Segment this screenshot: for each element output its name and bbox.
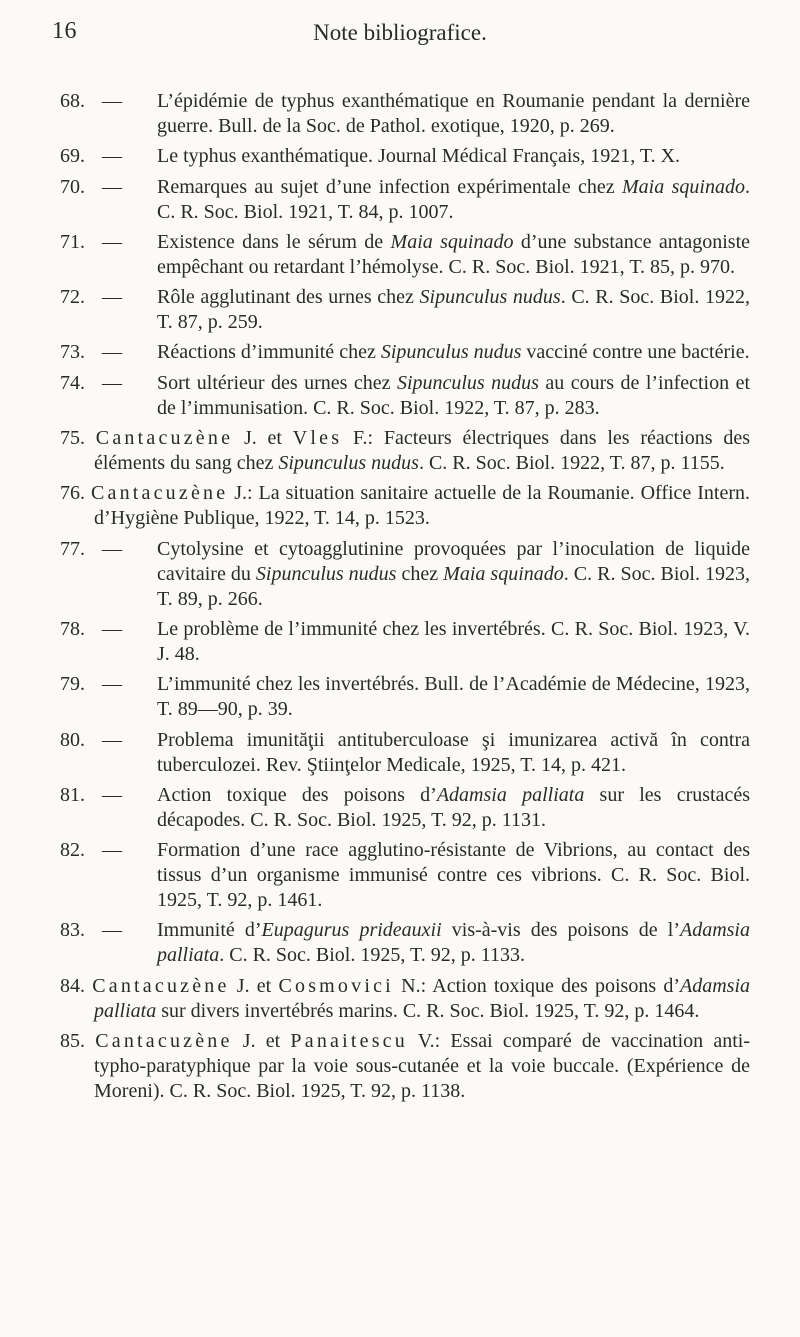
entry-number: 83.	[60, 919, 85, 942]
entry-text-part: J. et	[232, 1030, 291, 1053]
entry-text	[60, 426, 750, 476]
author-name: Cantacuzène	[92, 974, 230, 997]
entry-number: 77.	[60, 537, 85, 560]
entry-number: 74.	[60, 371, 85, 394]
bibliography-list	[60, 89, 750, 1109]
entry-text-part: sur les crustacés décapodes. C. R. Soc. Biol. 1925, T. 92, p. 1131.	[157, 783, 750, 831]
entry-number: 78.	[60, 617, 85, 640]
entry-text-part: vis-à-vis des poisons de l’	[441, 919, 680, 942]
list-item	[60, 838, 750, 913]
author-name: Cantacuzène	[95, 1030, 233, 1053]
entry-text: L’immunité chez les invertébrés. Bull. de l’Académie de Médecine, 1923, T. 89—90, p. 39.	[157, 673, 750, 721]
species-name: Maia squinado	[443, 562, 564, 585]
entry-number: 68.	[60, 90, 85, 112]
entry-text-part: Immunité d’	[157, 919, 262, 942]
list-item	[60, 371, 750, 421]
entry-text-part: F.: Facteurs électriques dans les réactions des éléments du sang chez	[94, 427, 750, 475]
list-item	[60, 783, 750, 833]
entry-number: 81.	[60, 783, 85, 806]
entry-text-part: vacciné contre une bactérie.	[521, 341, 750, 364]
ditto-dash: —	[102, 145, 122, 168]
ditto-dash: —	[102, 783, 122, 806]
entry-number: 82.	[60, 839, 85, 862]
running-title: Note bibliografice.	[313, 20, 487, 45]
species-name: Adamsia palliata	[436, 783, 585, 806]
page-header	[0, 18, 800, 52]
ditto-dash: —	[102, 230, 122, 253]
ditto-dash: —	[102, 90, 122, 112]
species-name: Sipunculus nudus	[396, 371, 539, 394]
entry-number: 80.	[60, 728, 85, 751]
entry-text	[157, 230, 750, 280]
entry-text-part: d’une substance antagoniste empêchant ou retardant l’hémolyse. C. R. Soc. Biol. 1921, T. 85, p. 970.	[157, 230, 751, 278]
entry-text: L’épidémie de typhus exanthématique en Roumanie pendant la dernière guerre. Bull. de la Soc. de Pathol. exotique, 1920, p. 269.	[157, 90, 750, 137]
entry-number: 75.	[60, 427, 85, 450]
entry-text-part: J. et	[233, 427, 293, 450]
list-item	[60, 918, 750, 968]
author-name: Cantacuzène	[95, 427, 234, 450]
species-name: Eupagurus prideauxii	[261, 919, 442, 942]
ditto-dash: —	[102, 919, 122, 942]
ditto-dash: —	[102, 617, 122, 640]
author-name: Cosmovici	[278, 974, 394, 997]
entry-text	[60, 974, 750, 1024]
entry-text-part: sur divers invertébrés marins. C. R. Soc. Biol. 1925, T. 92, p. 1464.	[156, 999, 700, 1022]
list-item	[60, 89, 750, 139]
entry-text	[157, 371, 750, 421]
entry-text	[60, 1029, 750, 1104]
entry-number: 71.	[60, 230, 85, 253]
species-name: Maia squinado	[622, 175, 745, 198]
entry-text-part: . C. R. Soc. Biol. 1922, T. 87, p. 1155.	[418, 452, 725, 475]
list-item	[60, 230, 750, 280]
list-item	[60, 340, 750, 365]
species-name: Sipunculus nudus	[278, 452, 419, 475]
entry-number: 69.	[60, 145, 85, 168]
entry-text: Formation d’une race agglutino-résistante de Vibrions, au contact des tissus d’un organisme immunisé contre ces vibrions. C. R. Soc. Biol. 1925, T. 92, p. 1461.	[157, 839, 750, 912]
entry-text-part: J.: La situation sanitaire actuelle de la Roumanie. Office Intern. d’Hygiène Publique, 1922, T. 14, p. 1523.	[94, 482, 750, 530]
entry-number: 76.	[60, 482, 85, 505]
entry-text-part: V.: Essai comparé de vaccination anti-typho-paratyphique par la voie sous-cutanée et la voie buccale. (Expérience de Moreni). C. R. Soc. Biol. 1925, T. 92, p. 1138.	[94, 1030, 751, 1103]
list-item	[60, 974, 750, 1024]
list-item	[60, 144, 750, 169]
ditto-dash: —	[102, 728, 122, 751]
list-item	[60, 175, 750, 225]
entry-text-part: Action toxique des poisons d’	[157, 783, 437, 806]
entry-text: Problema imunităţii antituberculoase şi imunizarea activă în contra tuberculozei. Rev. Ştiinţelor Medicale, 1925, T. 14, p. 421.	[157, 728, 750, 776]
entry-text-part: Remarques au sujet d’une infection expérimentale chez	[157, 175, 623, 198]
entry-text-part: Rôle agglutinant des urnes chez	[157, 286, 420, 309]
entry-text: Le problème de l’immunité chez les invertébrés. C. R. Soc. Biol. 1923, V. J. 48.	[157, 617, 750, 665]
entry-text-part: chez	[396, 562, 444, 585]
entry-text	[157, 340, 750, 365]
species-name: Maia squinado	[390, 230, 514, 253]
ditto-dash: —	[102, 537, 122, 560]
list-item	[60, 426, 750, 476]
ditto-dash: —	[102, 839, 122, 862]
list-item	[60, 728, 750, 778]
entry-text-part: N.: Action toxique des poisons d’	[393, 974, 681, 997]
entry-number: 72.	[60, 286, 85, 309]
entry-text	[60, 481, 750, 531]
entry-text	[157, 783, 750, 833]
entry-text-part: J. et	[229, 974, 279, 997]
species-name: Adamsia palliata	[94, 974, 751, 1022]
author-name: Cantacuzène	[90, 482, 229, 505]
entry-text	[157, 175, 750, 225]
entry-text-part: au cours de l’infection et de l’immunisation. C. R. Soc. Biol. 1922, T. 87, p. 283.	[157, 371, 750, 419]
species-name: Sipunculus nudus	[419, 286, 561, 309]
list-item	[60, 1029, 750, 1104]
species-name: Sipunculus nudus	[255, 562, 397, 585]
list-item	[60, 285, 750, 335]
entry-text-part: . C. R. Soc. Biol. 1922, T. 87, p. 259.	[157, 286, 750, 334]
entry-text-part: Sort ultérieur des urnes chez	[157, 371, 397, 394]
ditto-dash: —	[102, 673, 122, 696]
entry-text-part: Réactions d’immunité chez	[157, 341, 381, 364]
entry-number: 85.	[60, 1030, 85, 1053]
ditto-dash: —	[102, 286, 122, 309]
ditto-dash: —	[102, 175, 122, 198]
author-name: Vles	[292, 427, 343, 450]
entry-number: 73.	[60, 341, 85, 364]
entry-text-part: . C. R. Soc. Biol. 1925, T. 92, p. 1133.	[219, 944, 525, 967]
ditto-dash: —	[102, 371, 122, 394]
list-item	[60, 537, 750, 612]
entry-text-part: Cytolysine et cytoagglutinine provoquées par l’inoculation de liquide cavitaire du	[157, 537, 750, 585]
entry-text: Le typhus exanthématique. Journal Médical Français, 1921, T. X.	[157, 145, 681, 168]
entry-text-part: . C. R. Soc. Biol. 1923, T. 89, p. 266.	[157, 562, 751, 610]
entry-number: 84.	[60, 974, 85, 997]
ditto-dash: —	[102, 341, 122, 364]
entry-number: 79.	[60, 673, 85, 696]
entry-text	[157, 285, 750, 335]
entry-text-part: Existence dans le sérum de	[157, 230, 391, 253]
author-name: Panaitescu	[290, 1030, 408, 1053]
species-name: Sipunculus nudus	[380, 341, 522, 364]
entry-text	[157, 537, 750, 612]
list-item	[60, 672, 750, 722]
list-item	[60, 481, 750, 531]
entry-text-part: . C. R. Soc. Biol. 1921, T. 84, p. 1007.	[157, 175, 750, 223]
species-name: Adamsia palliata	[157, 919, 750, 967]
page-number: 16	[52, 18, 77, 44]
entry-number: 70.	[60, 175, 85, 198]
entry-text	[157, 918, 750, 968]
list-item	[60, 617, 750, 667]
